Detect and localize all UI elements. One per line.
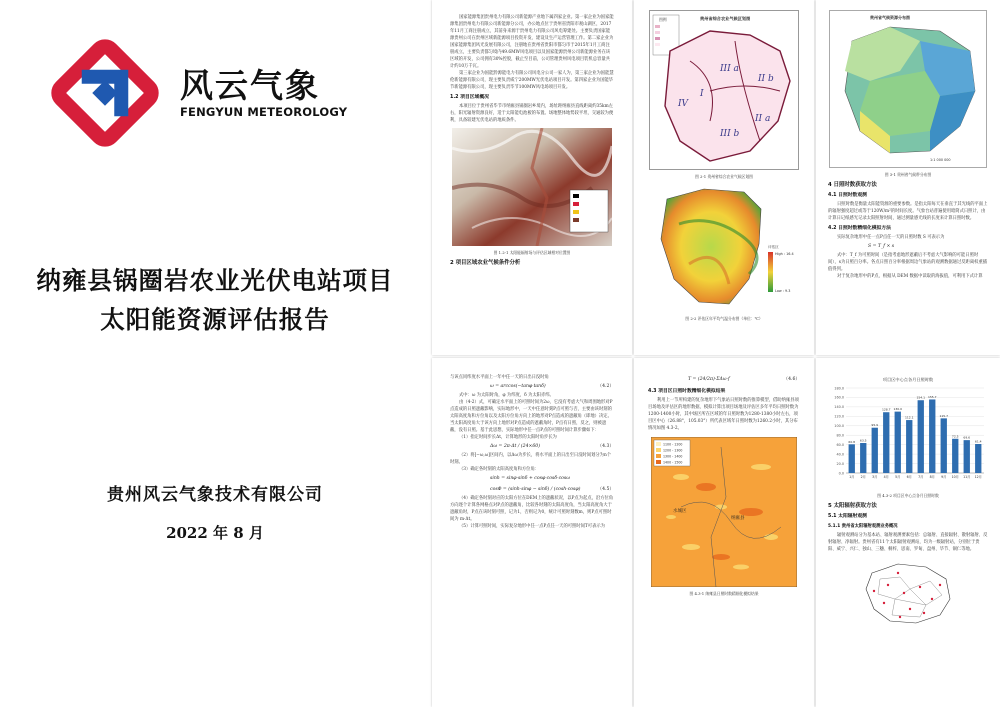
section-1-2-heading: 1.2 项目区域概况: [450, 95, 489, 100]
page2-step3: （3）确定各时刻的太阳高度角和方位角：: [459, 467, 540, 472]
page-3: [634, 0, 814, 355]
chart-caption: 图 4.3-2 项目区中心点各月日照时数: [877, 493, 939, 498]
bar-12: [975, 444, 981, 473]
legend-item: 1300 - 1400: [663, 454, 683, 459]
section-4-3-heading: 4.3 项目区日照时数精细化模拟结果: [648, 389, 726, 394]
y-tick-label: 140.0: [834, 405, 844, 410]
equation-s: S = T_f × s: [868, 244, 895, 249]
chart-title: 项目区中心点各月日照时数: [882, 377, 934, 382]
y-tick-label: 20.0: [836, 461, 844, 466]
page5-para2: 实际复杂地形中任一点P点任一天的日照时数 S 可表示为: [837, 235, 945, 240]
data-label: 63.5: [859, 438, 867, 443]
zone-label: II a: [755, 114, 771, 124]
y-tick-label: 180.0: [834, 386, 844, 391]
fig-2-1-caption: 图 2-1 贵州省综合农业气候区划图: [695, 174, 753, 179]
page5-para3: 式中：T_f 为可照时间（是指考虑地形遮蔽后不考虑大气影响的可能日照时间），s为日照百分率。各点日照百分率根据周边气象站的观测数据通过反距离权重插值得到。: [828, 253, 988, 272]
zone-label: IV: [678, 99, 689, 109]
section-4-2-heading: 4.2 日照时数精细化模拟方法: [828, 226, 891, 231]
bar-9: [941, 418, 947, 473]
bar-8: [929, 399, 935, 473]
equation-4-2: ω = arccos(−tanφ·tanδ) （4.2）: [490, 384, 614, 389]
zone-label: III b: [720, 129, 740, 139]
x-tick-label: 11月: [963, 475, 971, 479]
x-tick-label: 8月: [929, 475, 935, 479]
report-cover: [0, 0, 430, 707]
bar-7: [918, 400, 924, 473]
page2-step2: （2）将[−ω,ω]区间内，以Δω为步长，将水平面上的日出至日没时间划分为n个时刻。: [450, 453, 612, 465]
fig-4-3-1-caption: 图 4.3-1 纳雍县日照时数精细化模拟结果: [689, 591, 759, 596]
bar-11: [964, 440, 970, 473]
page-6: [816, 358, 1000, 707]
y-tick-label: 160.0: [834, 395, 844, 400]
page4-para1: 利用上一节所构建的复杂地形下气象站日照时数的推算模型，借助纳雍县项目场地及评估区的地形数据，模拟计算出项目场地及评估区多年平均日照时数为1200-1400小时，其中场区所在区域的年日照时数为1280-1380小时左右，项目区中心（26.88°，105.03°）所代表区域年日照时数为1260.2小时，其分布情况如图 4.3-2。: [648, 398, 799, 431]
section-2-heading: 2 项目区域农业气候条件分析: [450, 260, 521, 266]
x-tick-label: 1月: [849, 475, 855, 479]
company-name: 贵州风云气象技术有限公司: [107, 485, 323, 505]
agri-climate-zone-map: [649, 10, 799, 170]
map1-legend-title: 图例: [659, 17, 667, 22]
page5-para4: 对于复杂地形中的P点，根据从 DEM 数据中读取的海拔值，可利用下式计算: [837, 274, 983, 279]
data-label: 61.4: [974, 439, 982, 444]
zone-label: I: [700, 89, 704, 99]
report-date: 2022 年 8 月: [166, 524, 264, 542]
brand-name-en: FENGYUN METEOROLOGY: [180, 105, 348, 119]
data-label: 60.8: [848, 439, 856, 444]
x-tick-label: 9月: [941, 475, 947, 479]
data-label: 155.7: [927, 394, 937, 399]
map1-title: 贵州省综合农业气候区划图: [700, 16, 751, 21]
y-tick-label: 120.0: [834, 414, 844, 419]
temp-legend-title: 评估区: [768, 245, 779, 249]
equation-4-6: T = (24/2π)·ΣΔω·f （4.6）: [688, 377, 800, 382]
equation-4-3: Δω = 2π·Δt / (24×60) （4.3）: [490, 444, 614, 449]
fig-1-2-1-caption: 图 1.2-1 太阳能辐射场与评估区域相对位置图: [493, 250, 571, 255]
sunshine-simulation-map: [651, 437, 797, 587]
bar-4: [883, 412, 889, 473]
fengyun-logo-icon: [50, 38, 160, 148]
page-1: [432, 0, 632, 355]
x-tick-label: 4月: [883, 475, 889, 479]
y-tick-label: 100.0: [834, 424, 844, 429]
y-tick-label: 0.0: [838, 471, 844, 476]
equation-4-5: cosΦ = (sinh·sinφ − sinδ) / (cosh·cosφ) （4.5）: [490, 487, 614, 492]
map-label-shuicheng: 水城区: [673, 509, 687, 514]
section-5-1-1-heading: 5.1.1 贵州省太阳辐射观测业务概况: [828, 524, 898, 529]
page2-step1: （1）指定时间步长Δt，计算地形的太阳时角步长为: [459, 435, 557, 440]
zone-label: II b: [758, 74, 774, 84]
page2-para3: 由（4-2）式，可确定水平面上的可照时间为2ω，它没有考虑大气和周围地形对P点造成的日照遮蔽影响，实际地形中，一天中任意时刻P点可照与否，主要由该时刻的太阳高度角和方位角以及太阳方位角方向上的地形对P点造成的遮蔽角（即地）决定。当太阳高度角大于该方向上地形对P点造成的遮蔽角时，P点有日照，反之，则被遮蔽，没有日照。基于此思想，实际地形中任一点P点的可照时间计算步骤如下：: [450, 400, 613, 433]
page-4: [634, 358, 814, 707]
temperature-map: [649, 184, 799, 312]
page1-para3: 本项目位于贵州省毕节市纳雍县锅圈岩乡境内，场址距纳雍县直线距离约35km左右，阳光辐射资源良好，适于太阳能电池板的布置。场地整体地势较平坦，交通较为便利，具备较建光伏电站的地质条件。: [450, 104, 614, 123]
page6-para1: 辐射观测站分为基本站、辐射观测要素包括：总辐射、直接辐射、散射辐射、反射辐射、净辐射。贵州省有11个太阳辐射观测站，均为一级辐射站，分别位于贵阳、威宁、兴仁、独山、三穗、桐梓、思南、罗甸、盘州、毕节、铜仁等地。: [828, 533, 988, 552]
map-label-nayong: 纳雍县: [731, 516, 745, 521]
map-title: 贵州省气候资源分布图: [870, 15, 910, 20]
page2-para2: 式中：ω 为太阳时角，φ 为纬度，δ 为太阳赤纬。: [459, 393, 554, 398]
page1-para1: 国家能源集团贵州电力有限公司新能源产业地下属四家企业。第一家企业为国家能源集团贵州电力有限公司新能源分公司，办公地点位于贵州省贵阳市观山湖区，2017年11月工商注册成立，其前身来源于贵州电力有限公司风电筹建处。主要负责国家能源贵州公司在贵州区域新能源项目投资开发、建设及生产运营管理工作。第二家企业为国家能源集团风光发展有限公司，注册地在贵州省贵阳市都匀市于2015年1月工商注册成立，主要负责都匀境内49.6MW风电项目以及国家能源贵州公司新能源业务在该区域的开发，公司拥有30%控股，截止至目前，公司管理贵州风电项目装机总容量共计约10万千瓦。: [450, 15, 614, 69]
equation-4-4: sinh = sinφ·sinδ + cosφ·cosδ·cosω: [490, 476, 571, 481]
legend-item: 1400 - 1500: [663, 460, 683, 465]
fig-2-2-caption: 图 2-2 评估区年平均气温分布图（单位：℃）: [685, 316, 763, 321]
bar-10: [952, 439, 958, 473]
section-5-1-heading: 5.1 太阳辐射观测: [828, 514, 867, 519]
x-tick-label: 12月: [974, 475, 982, 479]
legend-item: 1100 - 1200: [663, 442, 683, 447]
data-label: 128.7: [881, 407, 891, 412]
section-4-heading: 4 日照时数获取方法: [828, 182, 877, 188]
page-2: [432, 358, 632, 707]
terrain-relief-map: [452, 128, 612, 246]
page1-para2: 第三家企业为国能黔源能电力有限公司风电分公司一家人为，第三家企业为国能慧伦新能源有限公司，现主要负责威宁200MW光伏电站项目开发。第四家企业为国能毕节新能源有限公司，现主要负责毕节100MW风电场项目开发。: [450, 71, 614, 90]
x-tick-label: 10月: [951, 475, 959, 479]
x-tick-label: 7月: [918, 475, 924, 479]
y-tick-label: 40.0: [836, 452, 844, 457]
temp-legend-low: Low : 9.3: [775, 289, 791, 293]
legend-item: 1200 - 1300: [663, 448, 683, 453]
data-label: 72.5: [951, 434, 959, 439]
monthly-sunshine-bar-chart: [828, 374, 988, 489]
page2-step4: （4）确定各时刻对应的太阳方位在DEM上的遮蔽状况，以P点为起点，沿方位角方向逐个计算各网格点对P点的遮蔽角，比较各时刻的太阳高度角，当太阳高度角大于遮蔽角时，P点在该时刻可照，记为1，否则记为0，统计可照时刻数m，则P点可照时间为 m·Δt。: [450, 496, 614, 522]
temp-legend-high: High : 16.4: [775, 252, 794, 256]
data-label: 115.7: [939, 413, 949, 418]
station-map: [860, 559, 956, 627]
data-label: 69.6: [963, 435, 971, 440]
page5-para1: 日照时数是衡量太阳能资源的重要参数。是指太阳每天在垂直于其光线的平面上的辐射强度超过或等于120W/m²的时间长度。气象台站普遍使用暗筒式日照计，由计算日记纸感光记录太阳照射时间，通过测量感光线的长度来计算日照时数。: [828, 202, 988, 221]
data-label: 130.0: [893, 407, 903, 412]
bar-6: [906, 420, 912, 473]
x-tick-label: 2月: [860, 475, 866, 479]
x-tick-label: 3月: [872, 475, 878, 479]
section-5-heading: 5 太阳辐射获取方法: [828, 503, 877, 509]
terrain-map-figure: [452, 128, 612, 246]
report-title-line1: 纳雍县锅圈岩农业光伏电站项目: [36, 266, 394, 295]
x-tick-label: 5月: [895, 475, 901, 479]
page-5: [816, 0, 1000, 355]
climate-zone-map: [829, 10, 987, 168]
bar-3: [872, 428, 878, 473]
bar-5: [895, 412, 901, 473]
map-scale: 1:1 000 000: [930, 158, 951, 162]
bar-2: [860, 443, 866, 473]
fig-3-1-caption: 图 3-1 贵州省气候带分布图: [884, 172, 932, 177]
data-label: 112.1: [904, 415, 914, 420]
x-tick-label: 6月: [906, 475, 912, 479]
page2-step5: （5）计算可照时间，实际复杂地形中任一点P点任一天的可照时间T可表示为: [459, 524, 605, 529]
y-tick-label: 60.0: [836, 442, 844, 447]
data-label: 154.1: [916, 395, 926, 400]
section-4-1-heading: 4.1 日照时数观测: [828, 193, 867, 198]
page2-para1: 与该点同纬度水平面上一年中任一天的日出日没时角: [450, 375, 549, 380]
report-title-line2: 太阳能资源评估报告: [100, 305, 330, 334]
bar-1: [849, 444, 855, 473]
zone-label: III a: [720, 64, 739, 74]
y-tick-label: 80.0: [836, 433, 844, 438]
data-label: 95.9: [871, 423, 879, 428]
brand-name-cn: 风云气象: [180, 66, 320, 105]
